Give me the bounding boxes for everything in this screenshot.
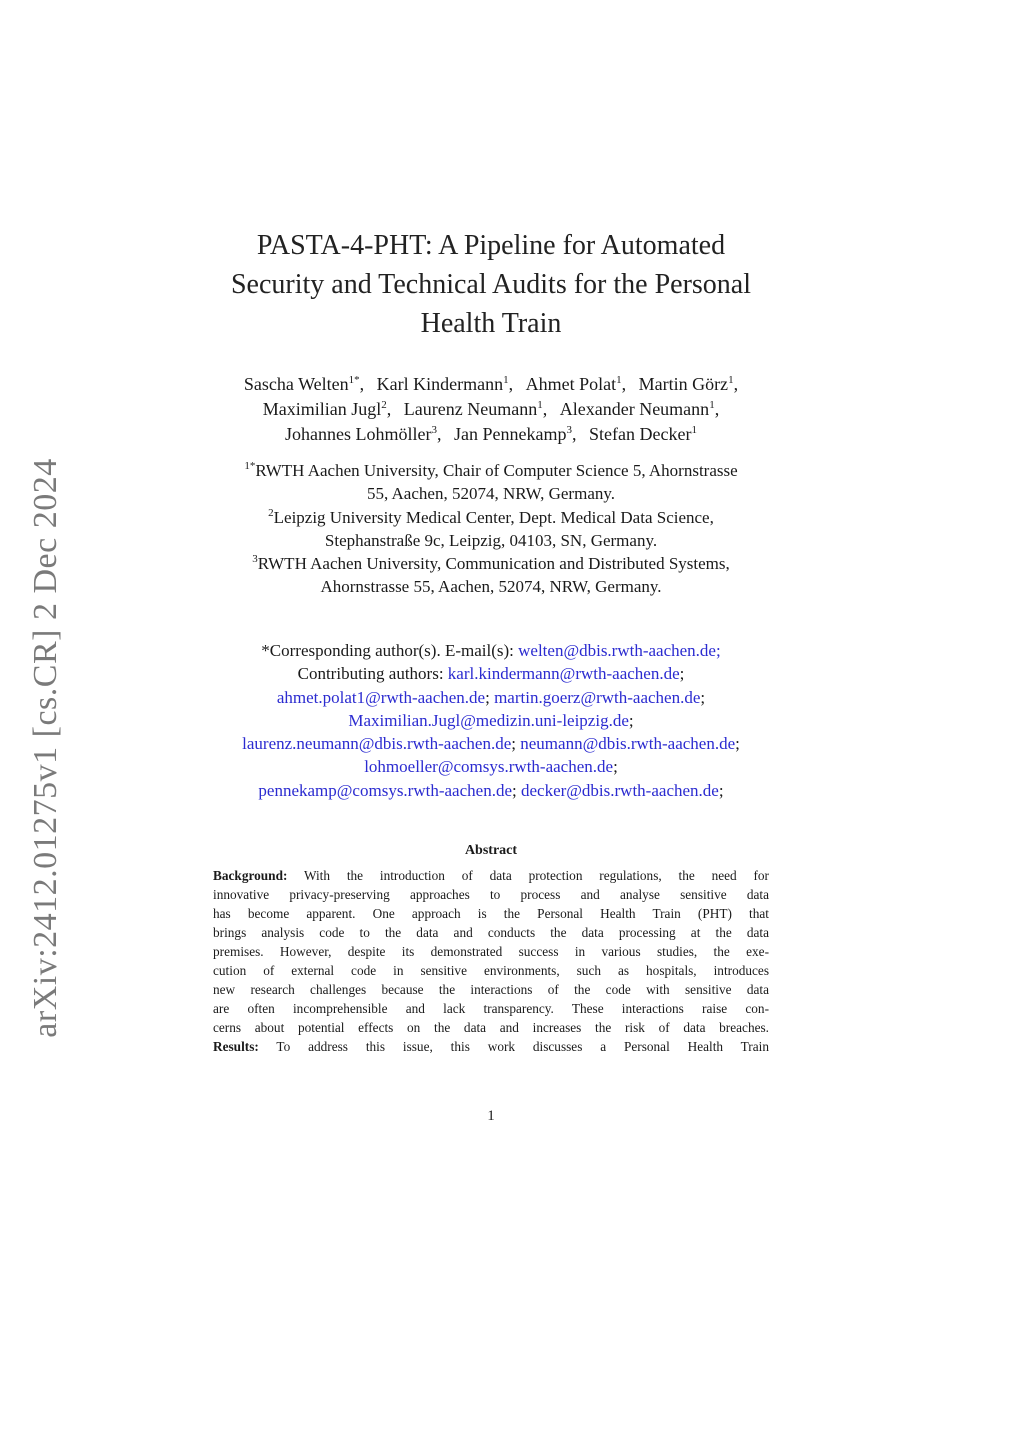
affiliation-list [192,459,790,599]
author: Alexander Neumann$^1$, [559,399,720,419]
email-link[interactable]: martin.goerz@rwth-aachen.de [494,687,701,707]
email-link[interactable]: laurenz.neumann@dbis.rwth-aachen.de [242,734,512,754]
affiliation-mark: 1* [244,460,256,472]
author: Sascha Welten$^{1*}$, [243,374,365,394]
author-line [192,422,790,447]
author-name: Laurenz Neumann [403,399,538,419]
author-affiliation-mark: 1 [728,374,734,386]
author: Karl Kindermann$^1$, [376,374,514,394]
abstract-heading: Abstract [464,843,518,858]
email-link[interactable]: neumann@dbis.rwth-aachen.de [520,734,736,754]
author-line [192,397,790,422]
corresponding-label: *Corresponding author(s). E-mail(s): [261,641,514,660]
author-name: Martin Görz [638,374,729,394]
email-link[interactable]: Maximilian.Jugl@medizin.uni-leipzig.de [348,710,629,730]
author-name: Alexander Neumann [559,399,710,419]
email-link[interactable]: pennekamp@comsys.rwth-aachen.de [258,780,512,800]
author-list [192,372,790,447]
email-link[interactable]: karl.kindermann@rwth-aachen.de [447,664,680,684]
arxiv-identifier-stamp: arXiv:2412.01275v1 [cs.CR] 2 Dec 2024 [27,458,64,1038]
abstract-line: innovative privacy-preserving approaches to process and analyse sensitive data [213,887,769,902]
abstract-text: With the introduction of data protection regulations, the need for [303,868,769,883]
author-affiliation-mark: 1 [709,399,715,411]
author: Laurenz Neumann$^1$, [403,399,548,419]
abstract-text: To address this issue, this work discusses a Personal Health Train [276,1039,769,1054]
page-number: 1 [487,1108,495,1124]
abstract-line: cerns about potential effects on the data and increases the risk of data breaches. [213,1020,769,1035]
email-link[interactable]: lohmoeller@comsys.rwth-aachen.de [364,757,614,777]
correspondence-block [192,639,790,802]
email-line: laurenz.neumann@dbis.rwth-aachen.de; neumann@dbis.rwth-aachen.de; [242,734,740,754]
author-name: Sascha Welten [243,374,349,394]
author-affiliation-mark: 3 [431,424,438,436]
email-separator: ; [715,641,721,660]
author-affiliation-mark: 3 [566,424,572,436]
affiliation-continued: Stephanstraße 9c, Leipzig, 04103, SN, Germany. [324,530,658,550]
email-link[interactable]: welten@dbis.rwth-aachen.de [518,641,716,660]
email-link[interactable]: ahmet.polat1@rwth-aachen.de [276,687,486,707]
paper-title [192,226,790,343]
author-name: Karl Kindermann [376,374,504,394]
author-affiliation-mark: 2 [381,399,387,411]
affiliation [192,506,790,529]
abstract-line: brings analysis code to the data and conducts the data processing at the data [213,925,769,940]
abstract-line: premises. However, despite its demonstrated success in various studies, the exe- [213,944,769,959]
affiliation [192,459,790,482]
abstract-line: has become apparent. One approach is the Personal Health Train (PHT) that [213,906,769,921]
author: Martin Görz$^1$, [638,374,739,394]
title-line: Security and Technical Audits for the Personal [230,269,752,300]
affiliation-mark: 3 [252,553,258,566]
background-label: Background: [213,868,288,883]
abstract-line: new research challenges because the interactions of the code with sensitive data [213,982,769,997]
email-line: lohmoeller@comsys.rwth-aachen.de; [364,757,618,777]
title-line: PASTA-4-PHT: A Pipeline for Automated [256,230,726,261]
abstract-body [213,866,769,1056]
results-label: Results: [213,1039,259,1054]
author-line [192,372,790,397]
affiliation-mark: 2 [268,506,274,519]
abstract-line [213,866,769,885]
author: Ahmet Polat$^1$, [525,374,627,394]
author-affiliation-mark: 1 [537,399,543,411]
email-line: ahmet.polat1@rwth-aachen.de; martin.goerz@rwth-aachen.de; [276,687,706,707]
title-line: Health Train [420,308,562,339]
email-line: Maximilian.Jugl@medizin.uni-leipzig.de; [348,710,634,730]
author: Jan Pennekamp$^3$, [454,424,577,444]
author: Johannes Lohmöller$^3$, [285,424,442,444]
author-affiliation-mark: 1 [616,374,622,386]
affiliation-continued: 55, Aachen, 52074, NRW, Germany. [366,484,616,504]
affiliation-text: RWTH Aachen University, Chair of Computer Science 5, Ahornstrasse [255,461,738,480]
abstract-line: cution of external code in sensitive environments, such as hospitals, introduces [213,963,769,978]
author-affiliation-mark: 1* [348,374,360,386]
email-link[interactable]: decker@dbis.rwth-aachen.de [520,780,719,800]
author-name: Maximilian Jugl [262,399,382,419]
affiliation-continued: Ahornstrasse 55, Aachen, 52074, NRW, Germany. [320,577,662,597]
author: Maximilian Jugl$^2$, [262,399,392,419]
affiliation-text: Leipzig University Medical Center, Dept. Medical Data Science, [273,507,714,527]
email-line: pennekamp@comsys.rwth-aachen.de; decker@dbis.rwth-aachen.de; [258,780,724,800]
abstract-line [213,1037,769,1056]
contributing-label: Contributing authors: [297,664,444,684]
author-affiliation-mark: 1 [503,374,509,386]
affiliation [192,552,790,575]
email-line: Contributing authors: karl.kindermann@rwth-aachen.de; [297,664,685,684]
author-name: Stefan Decker [589,424,692,444]
affiliation-text: RWTH Aachen University, Communication and Distributed Systems, [257,554,730,574]
author-name: Ahmet Polat [525,374,617,394]
email-line [192,639,790,662]
author-affiliation-mark: 1 [691,424,697,436]
author-name: Johannes Lohmöller [285,424,432,444]
abstract-line: are often incomprehensible and lack transparency. These interactions raise con- [213,1001,769,1016]
author-name: Jan Pennekamp [454,424,567,444]
author [589,424,697,444]
